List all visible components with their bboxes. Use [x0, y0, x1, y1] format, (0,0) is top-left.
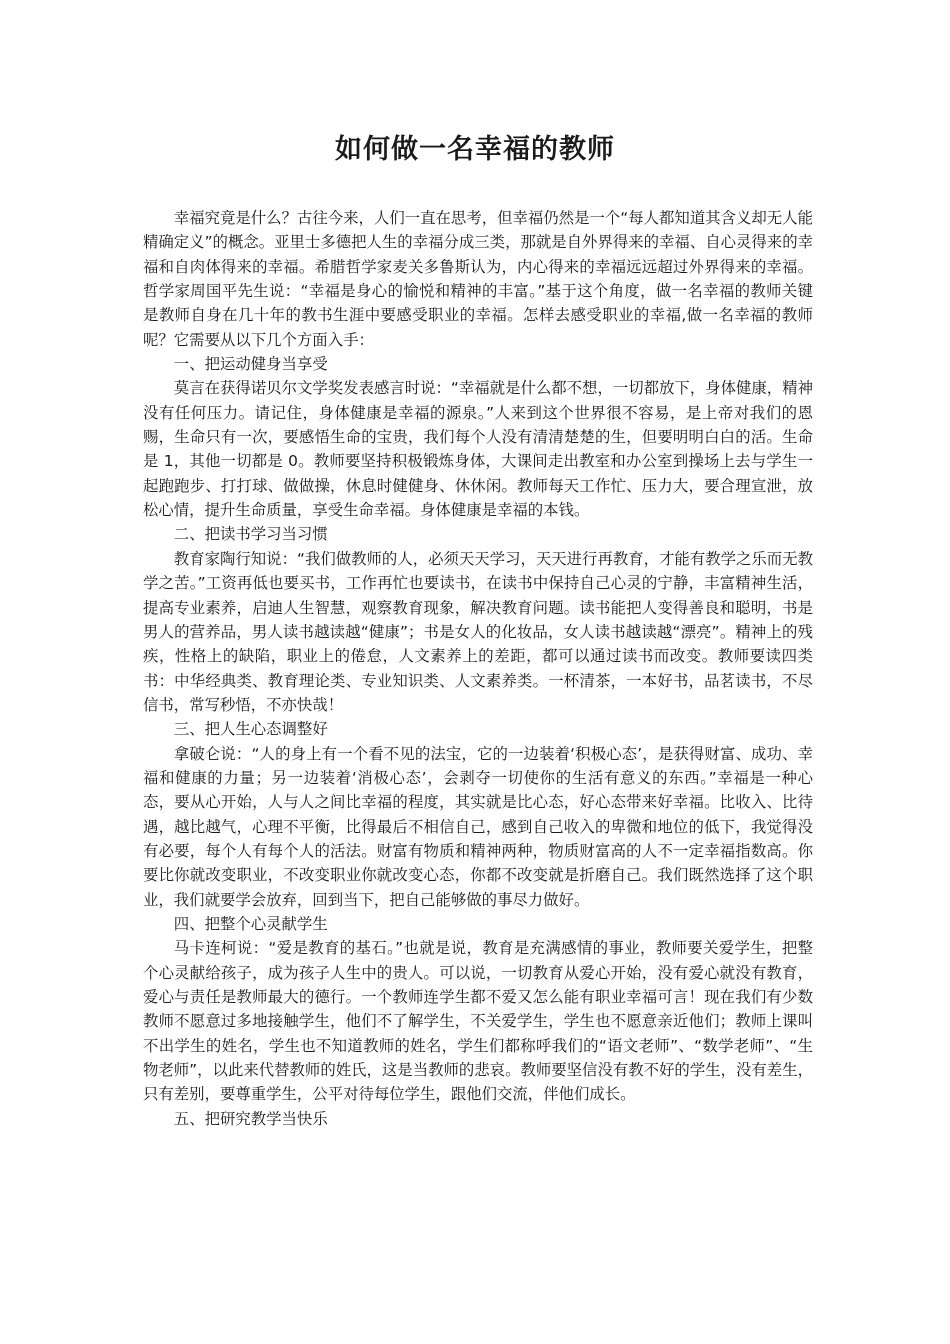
- paragraph-section-2: 教育家陶行知说：“我们做教师的人，必须天天学习，天天进行再教育，才能有教学之乐而无教学之苦。”工资再低也要买书，工作再忙也要读书，在读书中保持自己心灵的宁静，丰富精神生活，提高专业素养，启迪人生智慧，观察教育现象，解决教育问题。读书能把人变得善良和聪明，书是男人的营养品，男人读书越读越“健康”；书是女人的化妆品，女人读书越读越“漂亮”。精神上的残疾，性格上的缺陷，职业上的倦怠，人文素养上的差距，都可以通过读书而改变。教师要读四类书：中华经典类、教育理论类、专业知识类、人文素养类。一杯清茶，一本好书，品茗读书，不尽信书，常写秒悟，不亦快哉！: [143, 549, 813, 714]
- paragraph-section-4: 马卡连柯说：“爱是教育的基石。”也就是说，教育是充满感情的事业，教师要关爱学生，把整个心灵献给孩子，成为孩子人生中的贵人。可以说，一切教育从爱心开始，没有爱心就没有教育，爱心与责任是教师最大的德行。一个教师连学生都不爱又怎么能有职业幸福可言！现在我们有少数教师不愿意过多地接触学生，他们不了解学生，不关爱学生，学生也不愿意亲近他们；教师上课叫不出学生的姓名，学生也不知道教师的姓名，学生们都称呼我们的“语文老师”、“数学老师”、“生物老师”，以此来代替教师的姓氏，这是当教师的悲哀。教师要坚信没有教不好的学生，没有差生，只有差别，要尊重学生，公平对待每位学生，跟他们交流，伴他们成长。: [143, 939, 813, 1104]
- section-heading-1: 一、把运动健身当享受: [173, 355, 328, 374]
- document-body: [143, 206, 813, 1131]
- section-heading-2: 二、把读书学习当习惯: [173, 525, 328, 544]
- document-title: 如何做一名幸福的教师: [335, 134, 615, 165]
- section-heading-4: 四、把整个心灵献学生: [173, 914, 328, 933]
- section-heading-3: 三、把人生心态调整好: [173, 720, 328, 739]
- section-heading-5: 五、把研究教学当快乐: [173, 1109, 328, 1128]
- paragraph-intro: 幸福究竟是什么？古往今来，人们一直在思考，但幸福仍然是一个“每人都知道其含义却无人能精确定义”的概念。亚里士多德把人生的幸福分成三类，那就是自外界得来的幸福、自心灵得来的幸福和自肉体得来的幸福。希腊哲学家麦关多鲁斯认为，内心得来的幸福远远超过外界得来的幸福。哲学家周国平先生说：“幸福是身心的愉悦和精神的丰富。”基于这个角度，做一名幸福的教师关键是教师自身在几十年的教书生涯中要感受职业的幸福。怎样去感受职业的幸福,做一名幸福的教师呢？它需要从以下几个方面入手：: [143, 209, 813, 349]
- paragraph-section-1: 莫言在获得诺贝尔文学奖发表感言时说：“幸福就是什么都不想，一切都放下，身体健康，精神没有任何压力。请记住，身体健康是幸福的源泉。”人来到这个世界很不容易，是上帝对我们的恩赐，生命只有一次，要感悟生命的宝贵，我们每个人没有清清楚楚的生，但要明明白白的活。生命是 1，其他一切都是 0。教师要坚持积极锻炼身体，大课间走出教室和办公室到操场上去与学生一起跑跑步、打打球、做做操，休息时健健身、休休闲。教师每天工作忙、压力大，要合理宣泄，放松心情，提升生命质量，享受生命幸福。身体健康是幸福的本钱。: [143, 379, 813, 520]
- paragraph-section-3: 拿破仑说：“人的身上有一个看不见的法宝，它的一边装着‘积极心态’，是获得财富、成功、幸福和健康的力量；另一边装着‘消极心态’，会剥夺一切使你的生活有意义的东西。”幸福是一种心态，要从心开始，人与人之间比幸福的程度，其实就是比心态，好心态带来好幸福。比收入、比待遇，越比越气，心理不平衡，比得最后不相信自己，感到自己收入的卑微和地位的低下，我觉得没有必要，每个人有每个人的活法。财富有物质和精神两种，物质财富高的人不一定幸福指数高。你要比你就改变职业，不改变职业你就改变心态，你都不改变就是折磨自己。我们既然选择了这个职业，我们就要学会放弃，回到当下，把自己能够做的事尽力做好。: [143, 744, 813, 909]
